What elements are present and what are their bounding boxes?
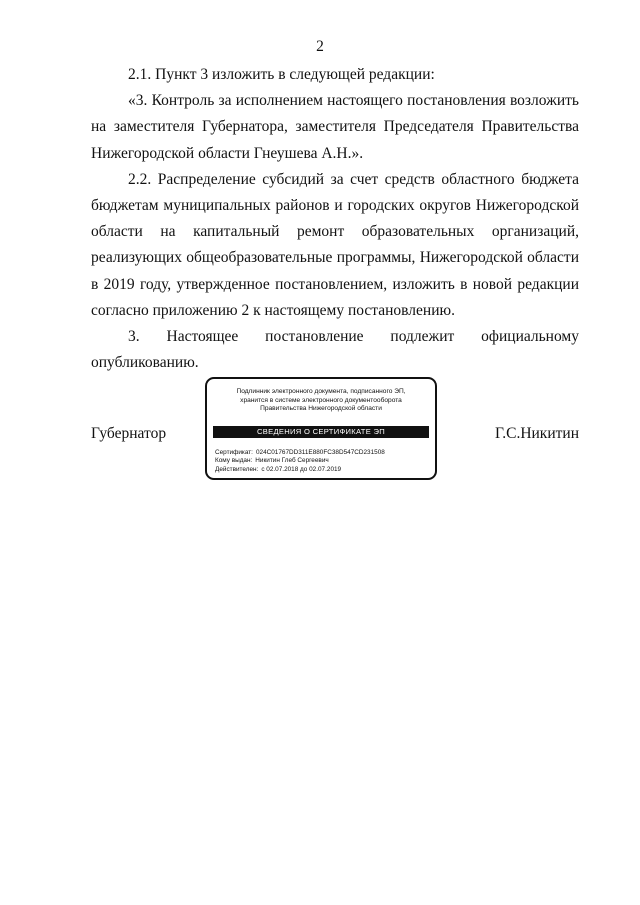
stamp-certificate-details (215, 449, 429, 474)
paragraph-3: 3. Настоящее постановление подлежит официальному опубликованию. (91, 328, 579, 372)
stamp-validity-label: Действителен: (215, 465, 259, 473)
stamp-header-line: Подлинник электронного документа, подписанного ЭП, (236, 388, 406, 395)
stamp-certificate-label: Сертификат: (215, 449, 253, 456)
paragraph-quoted-item-3: «3. Контроль за исполнением настоящего постановления возложить на заместителя Губернатора, заместителя Председателя Правительства Нижегородской области Гнеушева А.Н.». (91, 92, 579, 162)
stamp-issued-to-value: Никитин Глеб Сергеевич (255, 457, 329, 465)
signature-block (91, 374, 579, 484)
stamp-header-line: хранится в системе электронного документооборота (240, 396, 402, 404)
stamp-header (213, 388, 429, 414)
document-body (91, 62, 579, 376)
stamp-validity-row (215, 466, 429, 474)
page-number: 2 (316, 38, 324, 55)
stamp-validity-value: с 02.07.2018 до 02.07.2019 (261, 465, 342, 473)
signatory-name: Г.С.Никитин (495, 425, 579, 442)
electronic-signature-stamp (205, 377, 437, 480)
paragraph-2-2: 2.2. Распределение субсидий за счет средств областного бюджета бюджетам муниципальных районов и городских округов Нижегородской области на капитальный ремонт образовательных организаций, реализующих общеобразовательные программы, Нижегородской области в 2019 году, утвержденное постановлением, изложить в новой редакции согласно приложению 2 к настоящему постановлению. (91, 170, 579, 319)
stamp-certificate-value: 024C01767DD311E880FC38D547CD231508 (255, 449, 385, 456)
stamp-header-line: Правительства Нижегородской области (260, 405, 382, 413)
signatory-title: Губернатор (91, 425, 167, 442)
stamp-issued-to-row (215, 457, 429, 465)
paragraph-2-1: 2.1. Пункт 3 изложить в следующей редакции: (128, 66, 435, 83)
stamp-issued-to-label: Кому выдан: (215, 457, 253, 465)
stamp-certificate-banner: СВЕДЕНИЯ О СЕРТИФИКАТЕ ЭП (213, 426, 429, 438)
